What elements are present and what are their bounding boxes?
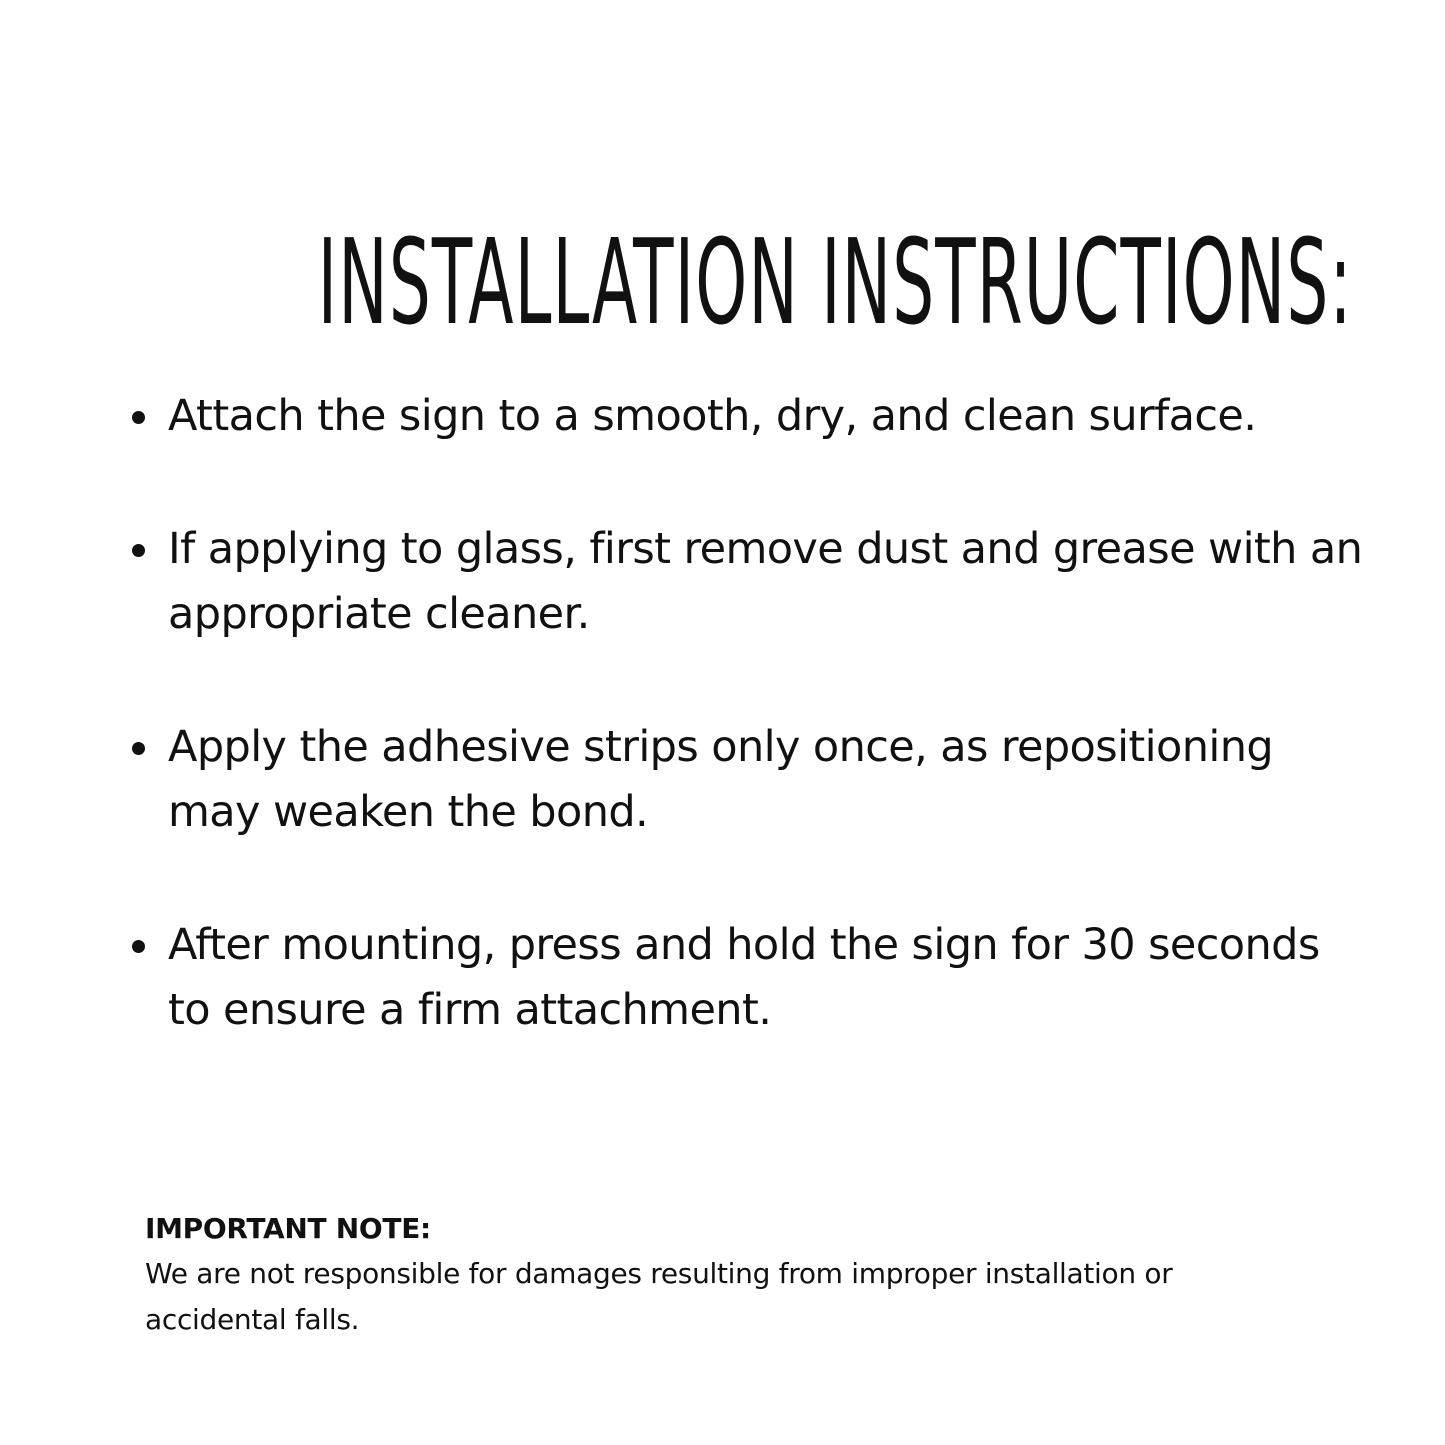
page-title: INSTALLATION INSTRUCTIONS: bbox=[317, 213, 1353, 352]
instruction-text: Attach the sign to a smooth, dry, and clean surface. bbox=[168, 391, 1257, 441]
bullet-icon bbox=[132, 544, 145, 557]
important-note bbox=[145, 1207, 1345, 1343]
instruction-item bbox=[130, 715, 1370, 845]
important-note-text: We are not responsible for damages resulting from improper installation or accidental falls. bbox=[145, 1257, 1173, 1336]
bullet-icon bbox=[132, 940, 145, 953]
instruction-list bbox=[130, 384, 1370, 1111]
instruction-item bbox=[130, 384, 1370, 449]
instruction-text: If applying to glass, first remove dust and grease with an appropriate cleaner. bbox=[168, 524, 1363, 639]
bullet-icon bbox=[132, 742, 145, 755]
instruction-item bbox=[130, 913, 1370, 1043]
instruction-text: After mounting, press and hold the sign for 30 seconds to ensure a firm attachment. bbox=[168, 920, 1320, 1035]
important-note-title: IMPORTANT NOTE: bbox=[145, 1212, 431, 1245]
bullet-icon bbox=[132, 411, 145, 424]
instruction-text: Apply the adhesive strips only once, as repositioning may weaken the bond. bbox=[168, 722, 1274, 837]
instruction-item bbox=[130, 517, 1370, 647]
